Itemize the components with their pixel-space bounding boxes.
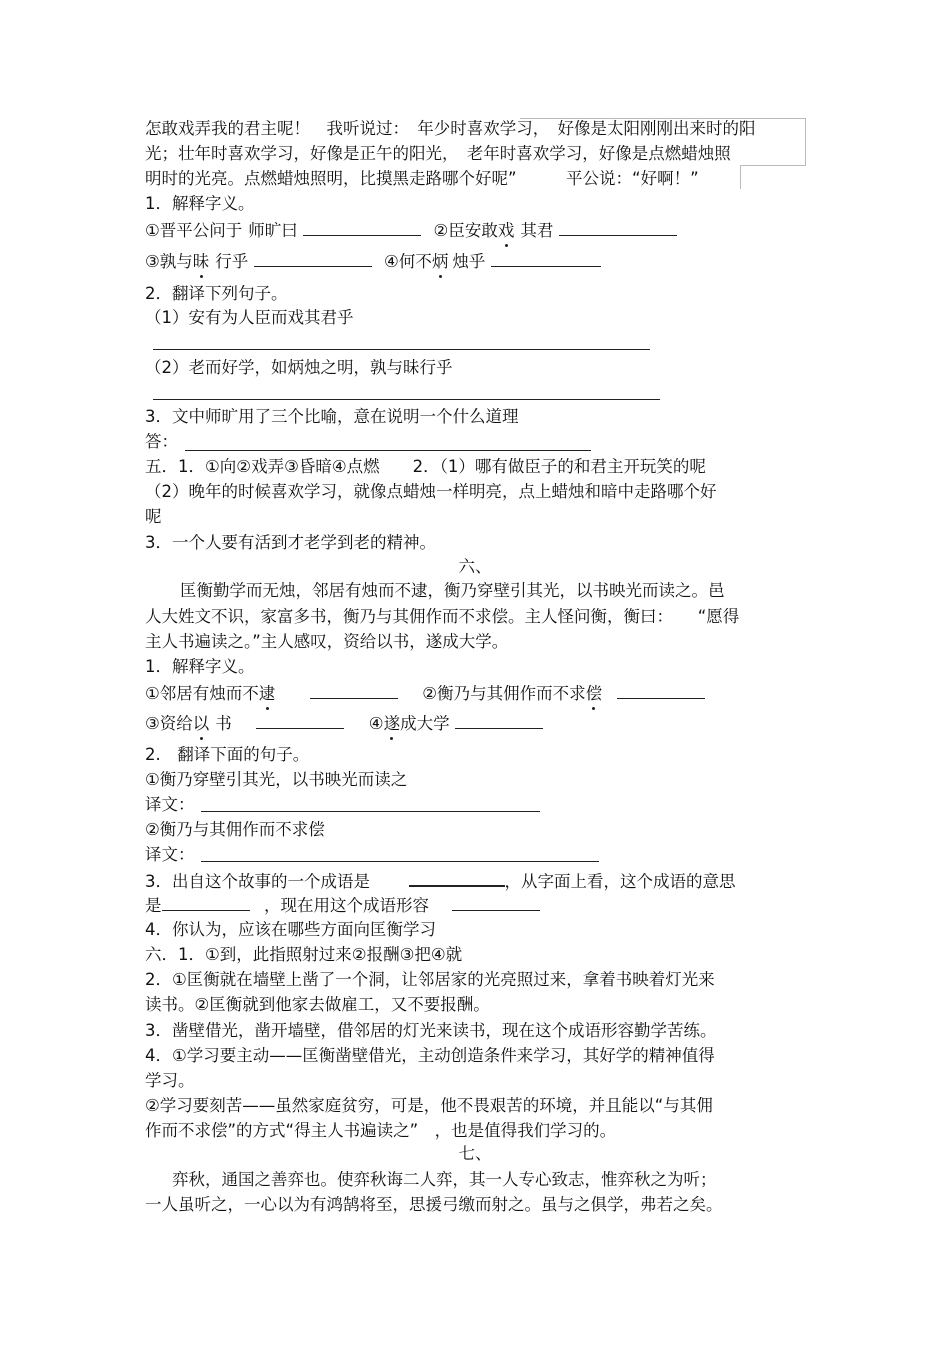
item-text: ③资给 bbox=[145, 714, 193, 733]
answer-line[interactable] bbox=[153, 399, 660, 400]
box-border-inner bbox=[740, 165, 741, 189]
answer-line[interactable] bbox=[185, 450, 591, 451]
dotted-char: 昧 bbox=[192, 252, 210, 271]
sentence: （1）安有为人臣而戏其君乎 bbox=[145, 308, 354, 327]
question-title: 2．翻译下列句子。 bbox=[145, 284, 288, 303]
answer-blank[interactable] bbox=[617, 682, 705, 699]
box-border-right bbox=[805, 118, 806, 166]
answer-blank[interactable] bbox=[491, 250, 601, 267]
answer-text: 3．一个人要有活到才老学到老的精神。 bbox=[145, 533, 436, 552]
passage-line: 匡衡勤学而无烛，邻居有烛而不逮，衡乃穿壁引其光，以书映光而读之。邑 bbox=[180, 581, 725, 600]
dotted-char: 炳 bbox=[431, 252, 449, 271]
question-title: 1．解释字义。 bbox=[145, 657, 255, 676]
sentence: （2）老而好学，如炳烛之明，孰与昧行乎 bbox=[145, 358, 453, 377]
answer-blank[interactable] bbox=[409, 869, 505, 887]
passage-line: 人大姓文不识，家富多书，衡乃与其佣作而不求偿。主人怪问衡，衡曰： “愿得 bbox=[145, 607, 740, 626]
question-item bbox=[145, 869, 736, 893]
translation-label: 译文： bbox=[145, 795, 195, 814]
answer-text: 2．①匡衡就在墙壁上凿了一个洞，让邻居家的光亮照过来，拿着书映着灯光来 bbox=[145, 970, 715, 989]
answer-blank[interactable] bbox=[256, 712, 344, 729]
item-text: ④ bbox=[368, 714, 384, 733]
answer-text: 学习。 bbox=[145, 1071, 195, 1090]
section-heading: 七、 bbox=[458, 1144, 492, 1163]
passage-line: 光；壮年时喜欢学习，好像是正午的阳光， 老年时喜欢学习，好像是点燃蜡烛照 bbox=[145, 144, 731, 163]
item-text: 成大学 bbox=[400, 714, 450, 733]
question-item bbox=[145, 682, 705, 705]
box-border-bottom bbox=[740, 165, 806, 166]
answer-line[interactable] bbox=[201, 811, 540, 812]
item-text: ，从字面上看，这个成语的意思 bbox=[504, 872, 736, 891]
question-item bbox=[145, 894, 540, 917]
answer-blank[interactable] bbox=[162, 894, 250, 911]
item-text: ①晋平公问于 bbox=[145, 221, 243, 240]
dotted-char: 戏 bbox=[497, 221, 515, 240]
dotted-char: 逮 bbox=[258, 684, 276, 703]
passage-line: 怎敢戏弄我的君主呢！ 我听说过： 年少时喜欢学习， 好像是太阳刚刚出来时的阳 bbox=[145, 119, 756, 138]
question-title: 3．文中师旷用了三个比喻，意在说明一个什么道理 bbox=[145, 407, 519, 426]
item-text: ③孰与 bbox=[145, 252, 193, 271]
answer-blank[interactable] bbox=[254, 250, 372, 267]
sentence: ②衡乃与其佣作而不求偿 bbox=[145, 820, 325, 839]
item-text: 烛乎 bbox=[452, 252, 486, 271]
item-text: 3．出自这个故事的一个成语是 bbox=[145, 872, 370, 891]
answer-text: 作而不求偿”的方式“得主人书遍读之” ，也是值得我们学习的。 bbox=[145, 1121, 617, 1140]
answer-text: 六．1．①到，此指照射过来②报酬③把④就 bbox=[145, 945, 463, 964]
answer-text: 4．①学习要主动——匡衡凿壁借光，主动创造条件来学习，其好学的精神值得 bbox=[145, 1046, 715, 1065]
answer-text: （2）晚年的时候喜欢学习，就像点蜡烛一样明亮，点上蜡烛和暗中走路哪个好 bbox=[145, 482, 717, 501]
answer-text: 五．1．①向②戏弄③昏暗④点燃 2．（1）哪有做臣子的和君主开玩笑的呢 bbox=[145, 457, 706, 476]
answer-text: 3．凿壁借光，凿开墙壁，借邻居的灯光来读书，现在这个成语形容勤学苦练。 bbox=[145, 1021, 717, 1040]
dotted-char: 偿 bbox=[585, 684, 603, 703]
question-title: 1．解释字义。 bbox=[145, 194, 255, 213]
answer-text: 呢 bbox=[145, 507, 162, 526]
item-text: ①邻居有烛而不 bbox=[145, 684, 259, 703]
translation-label: 译文： bbox=[145, 845, 195, 864]
passage-line: 一人虽听之，一心以为有鸿鹄将至，思援弓缴而射之。虽与之俱学，弗若之矣。 bbox=[145, 1195, 723, 1214]
item-text: 师旷曰 bbox=[248, 221, 298, 240]
item-text: ②臣安敢 bbox=[433, 221, 498, 240]
passage-line: 主人书遍读之。”主人感叹，资给以书，遂成大学。 bbox=[145, 632, 509, 651]
question-item bbox=[145, 250, 601, 273]
answer-text: ②学习要刻苦——虽然家庭贫穷，可是，他不畏艰苦的环境，并且能以“与其佣 bbox=[145, 1096, 713, 1115]
answer-line[interactable] bbox=[153, 349, 650, 350]
passage-line: 弈秋，通国之善弈也。使弈秋诲二人弈，其一人专心致志，惟弈秋之为听； bbox=[172, 1170, 717, 1189]
answer-blank[interactable] bbox=[452, 894, 540, 911]
answer-blank[interactable] bbox=[559, 219, 677, 236]
question-title: 4．你认为，应该在哪些方面向匡衡学习 bbox=[145, 920, 436, 939]
item-text: ，现在用这个成语形容 bbox=[264, 896, 429, 915]
item-text: 是 bbox=[145, 896, 162, 915]
section-heading: 六、 bbox=[458, 557, 492, 576]
question-item bbox=[145, 219, 677, 242]
answer-label: 答： bbox=[145, 432, 178, 451]
question-title: 2. 翻译下面的句子。 bbox=[145, 745, 310, 764]
answer-blank[interactable] bbox=[310, 682, 398, 699]
answer-blank[interactable] bbox=[303, 219, 421, 236]
dotted-char: 以 bbox=[192, 714, 210, 733]
passage-line: 明时的光亮。点燃蜡烛照明，比摸黑走路哪个好呢” 平公说：“好啊！” bbox=[145, 169, 699, 188]
answer-blank[interactable] bbox=[455, 712, 543, 729]
item-text: 其君 bbox=[520, 221, 554, 240]
sentence: ①衡乃穿壁引其光，以书映光而读之 bbox=[145, 770, 408, 789]
item-text: 书 bbox=[215, 714, 232, 733]
item-text: ②衡乃与其佣作而不求 bbox=[422, 684, 586, 703]
question-item bbox=[145, 712, 543, 735]
dotted-char: 遂 bbox=[383, 714, 401, 733]
answer-text: 读书。②匡衡就到他家去做雇工，又不要报酬。 bbox=[145, 995, 490, 1014]
answer-line[interactable] bbox=[201, 861, 599, 862]
item-text: ④何不 bbox=[384, 252, 432, 271]
item-text: 行乎 bbox=[215, 252, 249, 271]
